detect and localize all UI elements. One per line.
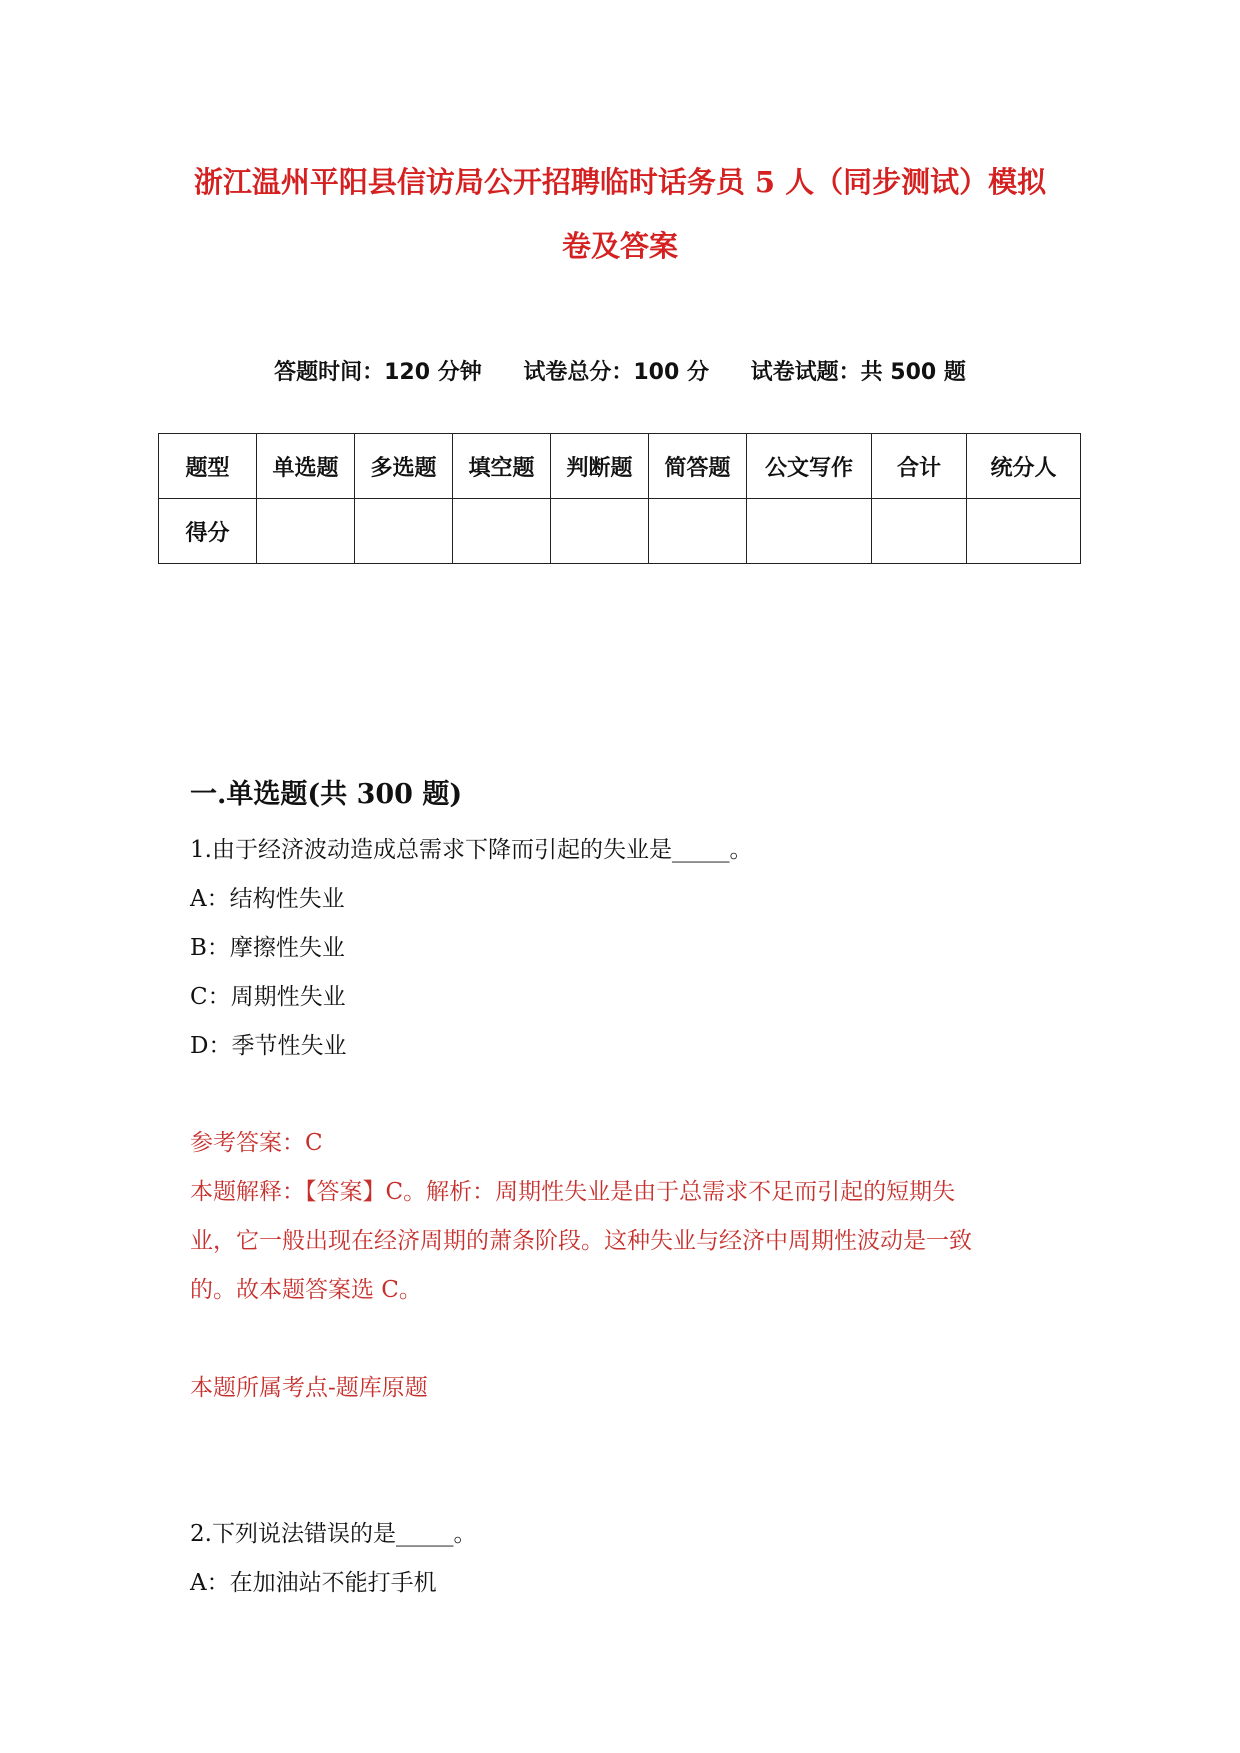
header-cell: 判断题	[551, 434, 649, 499]
score-input-cell	[747, 499, 872, 564]
score-input-cell	[872, 499, 967, 564]
document-title	[150, 150, 1090, 278]
header-cell: 多选题	[355, 434, 453, 499]
question-1-option-d: D：季节性失业	[190, 1033, 347, 1059]
question-2-option-a: A：在加油站不能打手机	[190, 1570, 437, 1596]
score-table	[158, 433, 1081, 564]
question-1-option-c: C：周期性失业	[190, 984, 346, 1010]
question-1-explanation-line-1: 本题解释：【答案】C。解析：周期性失业是由于总需求不足而引起的短期失	[190, 1179, 956, 1205]
section-title: 一.单选题(共 300 题)	[190, 779, 463, 810]
exam-time: 答题时间：120 分钟	[274, 360, 482, 385]
exam-question-count: 试卷试题：共 500 题	[750, 360, 966, 385]
score-input-cell	[355, 499, 453, 564]
exam-total-score: 试卷总分：100 分	[523, 360, 709, 385]
header-cell: 题型	[159, 434, 257, 499]
question-1-topic: 本题所属考点-题库原题	[190, 1375, 428, 1401]
header-cell: 单选题	[257, 434, 355, 499]
score-table-header-row	[159, 434, 1081, 499]
score-input-cell	[649, 499, 747, 564]
header-cell: 填空题	[453, 434, 551, 499]
question-1-stem: 1.由于经济波动造成总需求下降而引起的失业是_____。	[190, 837, 753, 863]
header-cell: 公文写作	[747, 434, 872, 499]
title-line-1: 浙江温州平阳县信访局公开招聘临时话务员 5 人（同步测试）模拟	[193, 165, 1047, 199]
score-input-cell	[551, 499, 649, 564]
question-1-answer: 参考答案：C	[190, 1130, 323, 1156]
title-line-2: 卷及答案	[561, 229, 678, 263]
header-cell: 合计	[872, 434, 967, 499]
header-cell: 统分人	[967, 434, 1081, 499]
question-1-explanation-line-2: 业，它一般出现在经济周期的萧条阶段。这种失业与经济中周期性波动是一致	[190, 1228, 972, 1254]
exam-meta	[0, 355, 1240, 386]
score-input-cell	[967, 499, 1081, 564]
score-input-cell	[257, 499, 355, 564]
row-label-cell: 得分	[159, 499, 257, 564]
score-input-cell	[453, 499, 551, 564]
header-cell: 简答题	[649, 434, 747, 499]
question-1-option-a: A：结构性失业	[190, 886, 345, 912]
score-table-score-row	[159, 499, 1081, 564]
question-2-stem: 2.下列说法错误的是_____。	[190, 1521, 477, 1547]
question-1-option-b: B：摩擦性失业	[190, 935, 345, 961]
question-1-explanation-line-3: 的。故本题答案选 C。	[190, 1277, 422, 1303]
